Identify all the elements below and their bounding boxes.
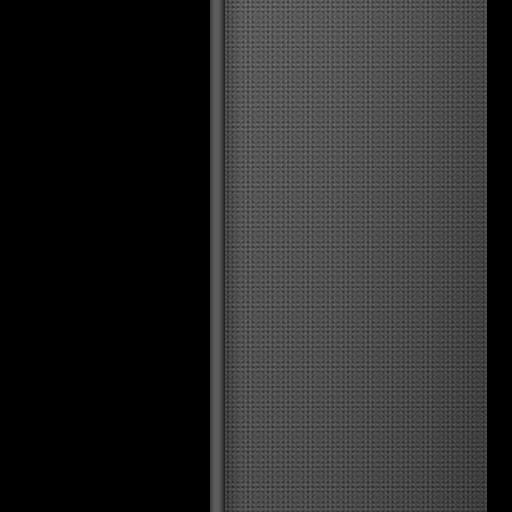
textured-leather-panel xyxy=(225,0,487,512)
black-background-left xyxy=(0,0,210,512)
leather-grain-shading xyxy=(225,0,487,512)
panel-edge-strip xyxy=(210,0,225,512)
black-background-right xyxy=(487,0,512,512)
